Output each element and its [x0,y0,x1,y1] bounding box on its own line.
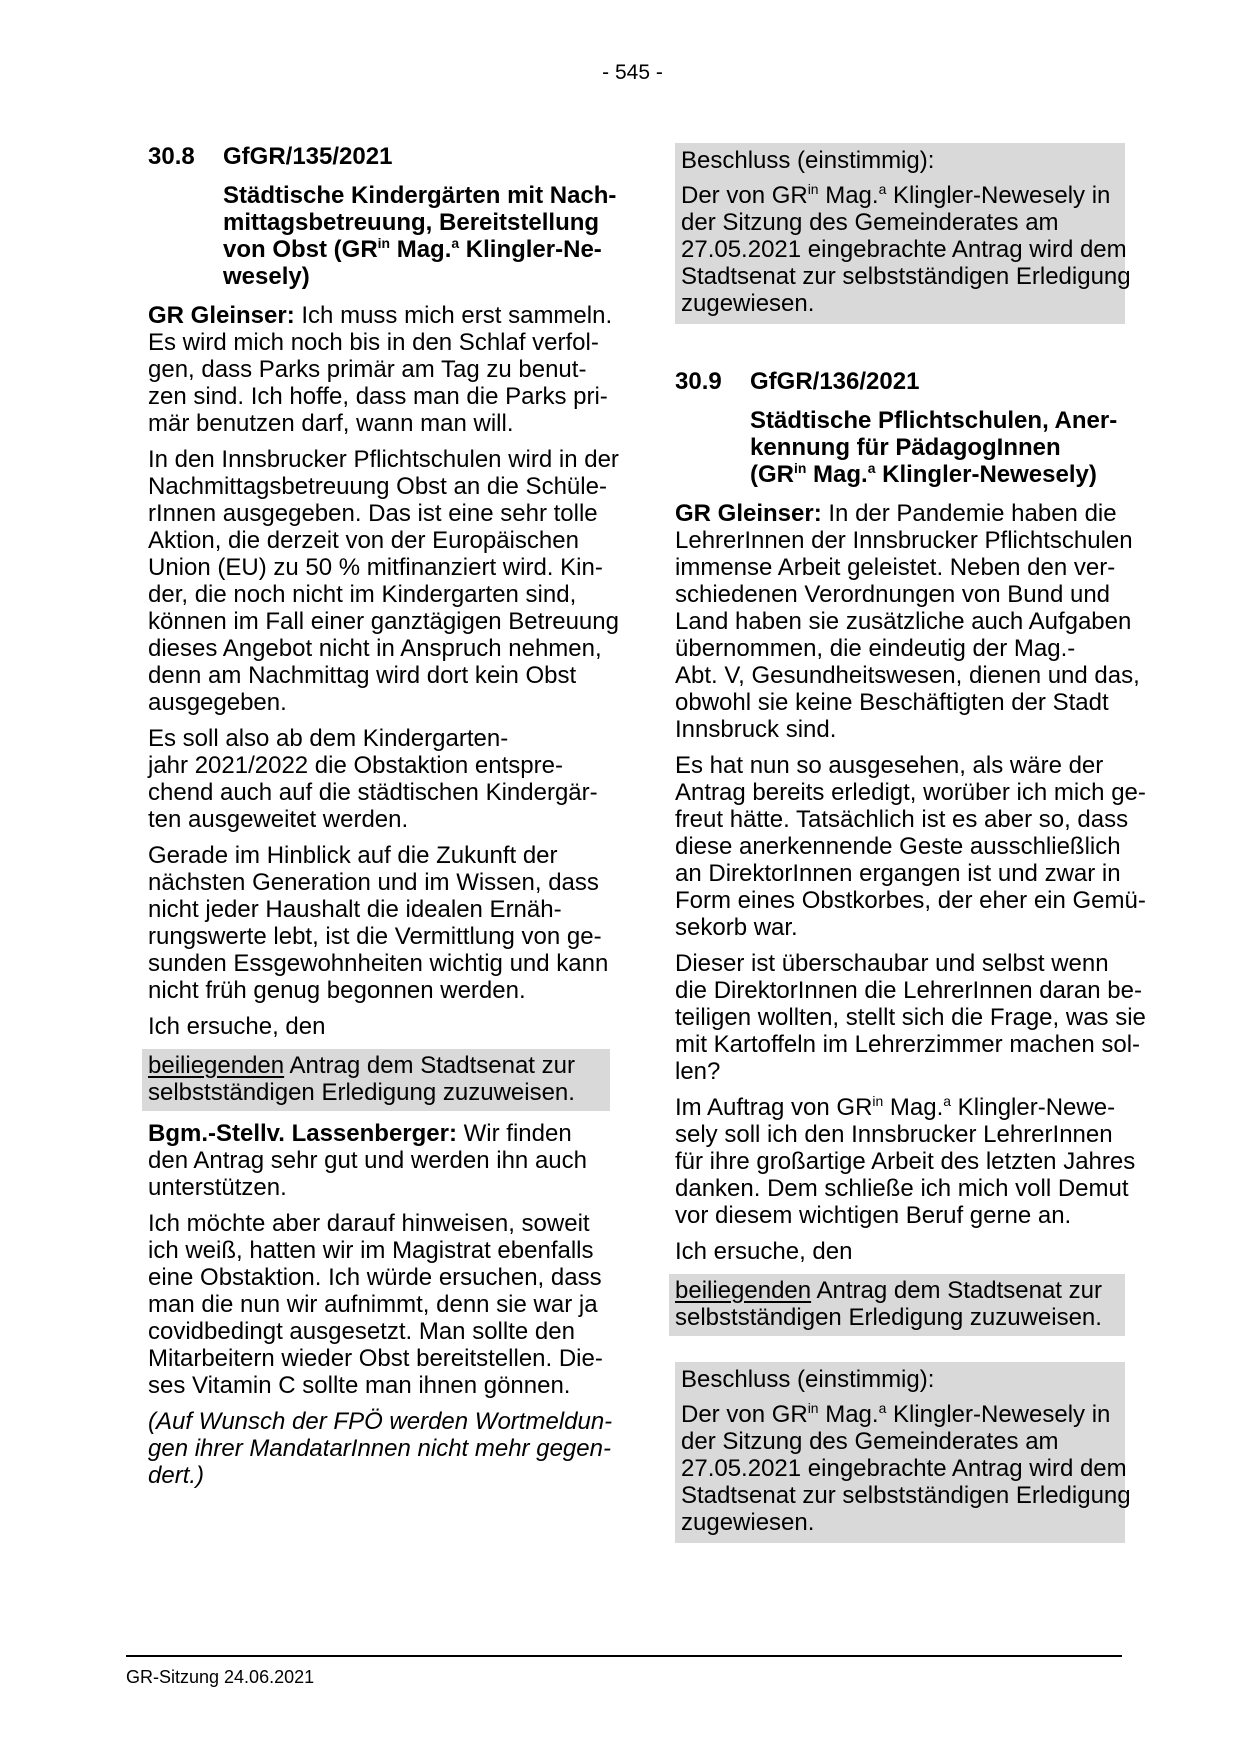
page-number: - 545 - [602,61,663,84]
decision-body: Der von $GR^{in}$ Mag.$^a$ Klingler-Newesely in der Sitzung des Gemeinderates am 27.05.2021 eingebrachte Antrag wird dem Stadtsenat zur selbstständigen Erledigung zugewiesen. [681,181,1131,317]
agenda-item-code: GfGR/136/2021 [750,368,920,395]
speech-paragraph: Ich ersuche, den [675,1238,853,1265]
speech-paragraph: Ich möchte aber darauf hinweisen, soweit ich weiß, hatten wir im Magistrat ebenfalls eine Obstaktion. Ich würde ersuchen, dass man die nun wir aufnimmt, denn sie war ja covidbedingt ausgesetzt. Man sollte den Mitarbeitern wieder Obst bereitstellen. Die- ses Vitamin C sollte man ihnen gönnen. [148,1210,603,1399]
speech-paragraph: In den Innsbrucker Pflichtschulen wird in der Nachmittagsbetreuung Obst an die Schüle- rInnen ausgegeben. Das ist eine sehr tolle Aktion, die derzeit von der Europäischen Union (EU) zu 50 % mitfinanziert wird. Kin- der, die noch nicht im Kindergarten sind, können im Fall einer ganztägigen Betreuung dieses Angebot nicht in Anspruch nehmen, denn am Nachmittag wird dort kein Obst ausgegeben. [148,446,619,716]
speech-paragraph: Ich ersuche, den [148,1013,326,1040]
speech-paragraph: Gerade im Hinblick auf die Zukunft der nächsten Generation und im Wissen, dass nicht jeder Haushalt die idealen Ernäh- rungswerte lebt, ist die Vermittlung von ge- sunden Essgewohnheiten wichtig und kann nicht früh genug begonnen werden. [148,842,609,1004]
speech-paragraph: Im Auftrag von $GR^{in}$ Mag.$^a$ Klingler-Newe- sely soll ich den Innsbrucker LehrerInnen für ihre großartige Arbeit des letzten Jahres danken. Dem schließe ich mich voll Demut vor diesem wichtigen Beruf gerne an. [675,1093,1136,1229]
agenda-item-heading-30-9 [675,368,1125,395]
agenda-item-number: 30.9 [675,368,722,395]
motion-highlight: beiliegenden Antrag dem Stadtsenat zur selbstständigen Erledigung zuzuweisen. [142,1049,610,1111]
decision-heading: Beschluss (einstimmig): [681,1366,935,1393]
speech-paragraph: Es hat nun so ausgesehen, als wäre der Antrag bereits erledigt, worüber ich mich ge- freut hätte. Tatsächlich ist es aber so, dass diese anerkennende Geste ausschließlich an DirektorInnen ergangen ist und zwar in Form eines Obstkorbes, der eher ein Gemü- sekorb war. [675,752,1146,941]
speech-paragraph: Es soll also ab dem Kindergarten- jahr 2021/2022 die Obstaktion entspre- chend auch auf die städtischen Kindergär- ten ausgeweitet werden. [148,725,598,833]
editorial-note: (Auf Wunsch der FPÖ werden Wortmeldun- gen ihrer MandatarInnen nicht mehr gegen- dert.) [148,1408,613,1489]
agenda-item-title: Städtische Kindergärten mit Nach- mittagsbetreuung, Bereitstellung von Obst ($GR^{in}$ Mag.$^a$ Klingler-Ne- wesely) [223,182,617,290]
left-column [148,143,619,1498]
speech-paragraph: GR Gleinser: Ich muss mich erst sammeln. Es wird mich noch bis in den Schlaf verfol- gen, dass Parks primär am Tag zu benut- zen sind. Ich hoffe, dass man die Parks pri- mär benutzen darf, wann man will. [148,302,613,437]
speech-paragraph: GR Gleinser: In der Pandemie haben die LehrerInnen der Innsbrucker Pflichtschulen immense Arbeit geleistet. Neben den ver- schiedenen Verordnungen von Bund und Land haben sie zusätzliche auch Aufgaben übernommen, die eindeutig der Mag.- Abt. V, Gesundheitswesen, dienen und das, obwohl sie keine Beschäftigten der Stadt Innsbruck sind. [675,500,1140,743]
decision-box-top [675,143,1131,324]
right-column [675,143,1146,1552]
decision-heading: Beschluss (einstimmig): [681,147,935,174]
content-columns [148,143,1146,1552]
agenda-item-number: 30.8 [148,143,195,170]
speech-paragraph: Dieser ist überschaubar und selbst wenn die DirektorInnen die LehrerInnen daran be- teiligen wollten, stellt sich die Frage, was sie mit Kartoffeln im Lehrerzimmer machen sol- len? [675,950,1146,1085]
speech-paragraph: Bgm.-Stellv. Lassenberger: Wir finden den Antrag sehr gut und werden ihn auch unterstützen. [148,1120,587,1201]
motion-highlight: beiliegenden Antrag dem Stadtsenat zur selbstständigen Erledigung zuzuweisen. [669,1274,1125,1336]
agenda-item-heading-30-8 [148,143,610,170]
page-footer [126,1655,1122,1688]
decision-box-bottom [675,1362,1131,1543]
agenda-item-code: GfGR/135/2021 [223,143,393,170]
footer-text: GR-Sitzung 24.06.2021 [126,1667,315,1687]
decision-body: Der von $GR^{in}$ Mag.$^a$ Klingler-Newesely in der Sitzung des Gemeinderates am 27.05.2021 eingebrachte Antrag wird dem Stadtsenat zur selbstständigen Erledigung zugewiesen. [681,1400,1131,1536]
agenda-item-title: Städtische Pflichtschulen, Aner- kennung für PädagogInnen ($GR^{in}$ Mag.$^a$ Klingler-Newesely) [750,407,1118,488]
